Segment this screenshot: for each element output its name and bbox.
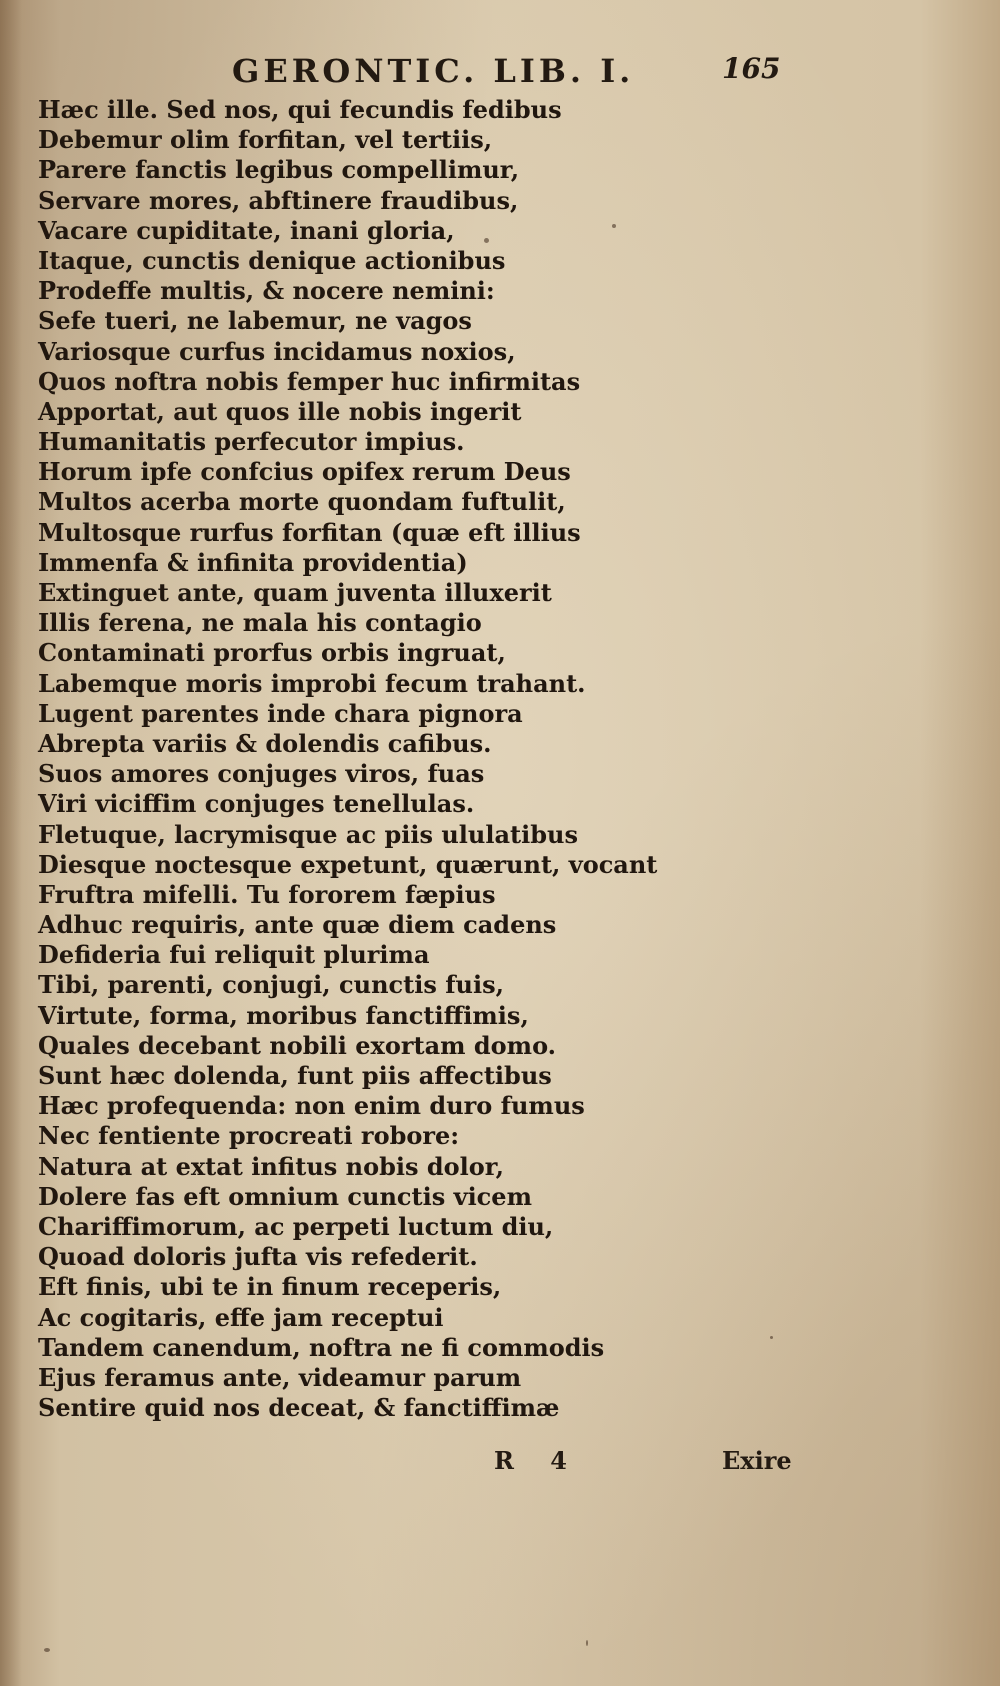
verse-line: Dolere fas eft omnium cunctis vicem [38, 1181, 532, 1211]
catchword: Exire [722, 1446, 792, 1475]
page-number: 165 [722, 52, 781, 85]
verse-line: Multosque rurfus forfitan (quæ eft illius [38, 517, 581, 547]
verse-line: Hæc profequenda: non enim duro fumus [38, 1091, 585, 1121]
verse-line: Suos amores conjuges viros, fuas [38, 759, 485, 789]
verse-line: Ac cogitaris, effe jam receptui [38, 1302, 444, 1332]
verse-line: Quoad doloris jufta vis refederit. [38, 1242, 478, 1272]
ink-speck [770, 1336, 773, 1339]
ink-speck [484, 238, 489, 243]
verse-line: Parere fanctis legibus compellimur, [38, 155, 520, 185]
verse-line: Viri viciffim conjuges tenellulas. [38, 789, 475, 819]
verse-line: Variosque curfus incidamus noxios, [38, 336, 516, 366]
verse-line: Sunt hæc dolenda, funt piis affectibus [38, 1061, 552, 1090]
verse-line: Sentire quid nos deceat, & fanctiffimæ [38, 1393, 560, 1423]
verse-line: Eft finis, ubi te in finum receperis, [38, 1272, 502, 1302]
verse-line: Itaque, cunctis denique actionibus [38, 245, 506, 275]
verse-line: Hæc ille. Sed nos, qui fecundis fedibus [38, 95, 562, 124]
verse-line: Horum ipfe confcius opifex rerum Deus [38, 457, 571, 487]
verse-line: Lugent parentes inde chara pignora [38, 698, 523, 728]
ink-speck [586, 1640, 588, 1646]
verse-line: Fruftra mifelli. Tu fororem fæpius [38, 879, 496, 909]
verse-line: Abrepta variis & dolendis cafibus. [38, 728, 492, 758]
verse-line: Debemur olim forfitan, vel tertiis, [38, 125, 493, 155]
ink-speck [612, 224, 616, 228]
verse-line: Illis ferena, ne mala his contagio [38, 608, 482, 638]
verse-line: Defideria fui reliquit plurima [38, 940, 430, 970]
verse-line: Virtute, forma, moribus fanctiffimis, [38, 1000, 529, 1030]
running-header: GERONTIC. LIB. I. [232, 52, 635, 90]
verse-line: Humanitatis perfecutor impius. [38, 427, 465, 457]
verse-line: Extinguet ante, quam juventa illuxerit [38, 578, 552, 607]
verse-line: Fletuque, lacrymisque ac piis ululatibus [38, 819, 578, 849]
verse-line: Multos acerba morte quondam fuftulit, [38, 487, 566, 517]
verse-line: Ejus feramus ante, videamur parum [38, 1362, 522, 1392]
verse-line: Chariffimorum, ac perpeti luctum diu, [38, 1211, 554, 1241]
verse-line: Natura at extat infitus nobis dolor, [38, 1151, 505, 1181]
ink-speck [44, 1648, 50, 1652]
verse-line: Tibi, parenti, conjugi, cunctis fuis, [38, 970, 504, 1000]
verse-line: Tandem canendum, noftra ne fi commodis [38, 1332, 605, 1362]
verse-line: Servare mores, abftinere fraudibus, [38, 185, 519, 215]
verse-line: Quos noftra nobis femper huc infirmitas [38, 366, 581, 396]
verse-line: Adhuc requiris, ante quæ diem cadens [38, 910, 557, 940]
verse-line: Quales decebant nobili exortam domo. [38, 1030, 557, 1060]
verse-line: Contaminati prorfus orbis ingruat, [38, 638, 506, 668]
verse-line: Diesque noctesque expetunt, quærunt, vocant [38, 849, 658, 879]
verse-line: Prodeffe multis, & nocere nemini: [38, 276, 495, 306]
verse-text-block [38, 95, 778, 1423]
verse-line: Immenfa & infinita providentia) [38, 547, 468, 577]
verse-line: Nec fentiente procreati robore: [38, 1121, 460, 1151]
verse-line: Apportat, aut quos ille nobis ingerit [38, 396, 522, 426]
verse-line: Sefe tueri, ne labemur, ne vagos [38, 306, 472, 336]
verse-line: Labemque moris improbi fecum trahant. [38, 668, 586, 698]
verse-line: Vacare cupiditate, inani gloria, [38, 215, 455, 245]
page-gutter-shadow [0, 0, 22, 1686]
signature-mark: R 4 [494, 1446, 581, 1475]
